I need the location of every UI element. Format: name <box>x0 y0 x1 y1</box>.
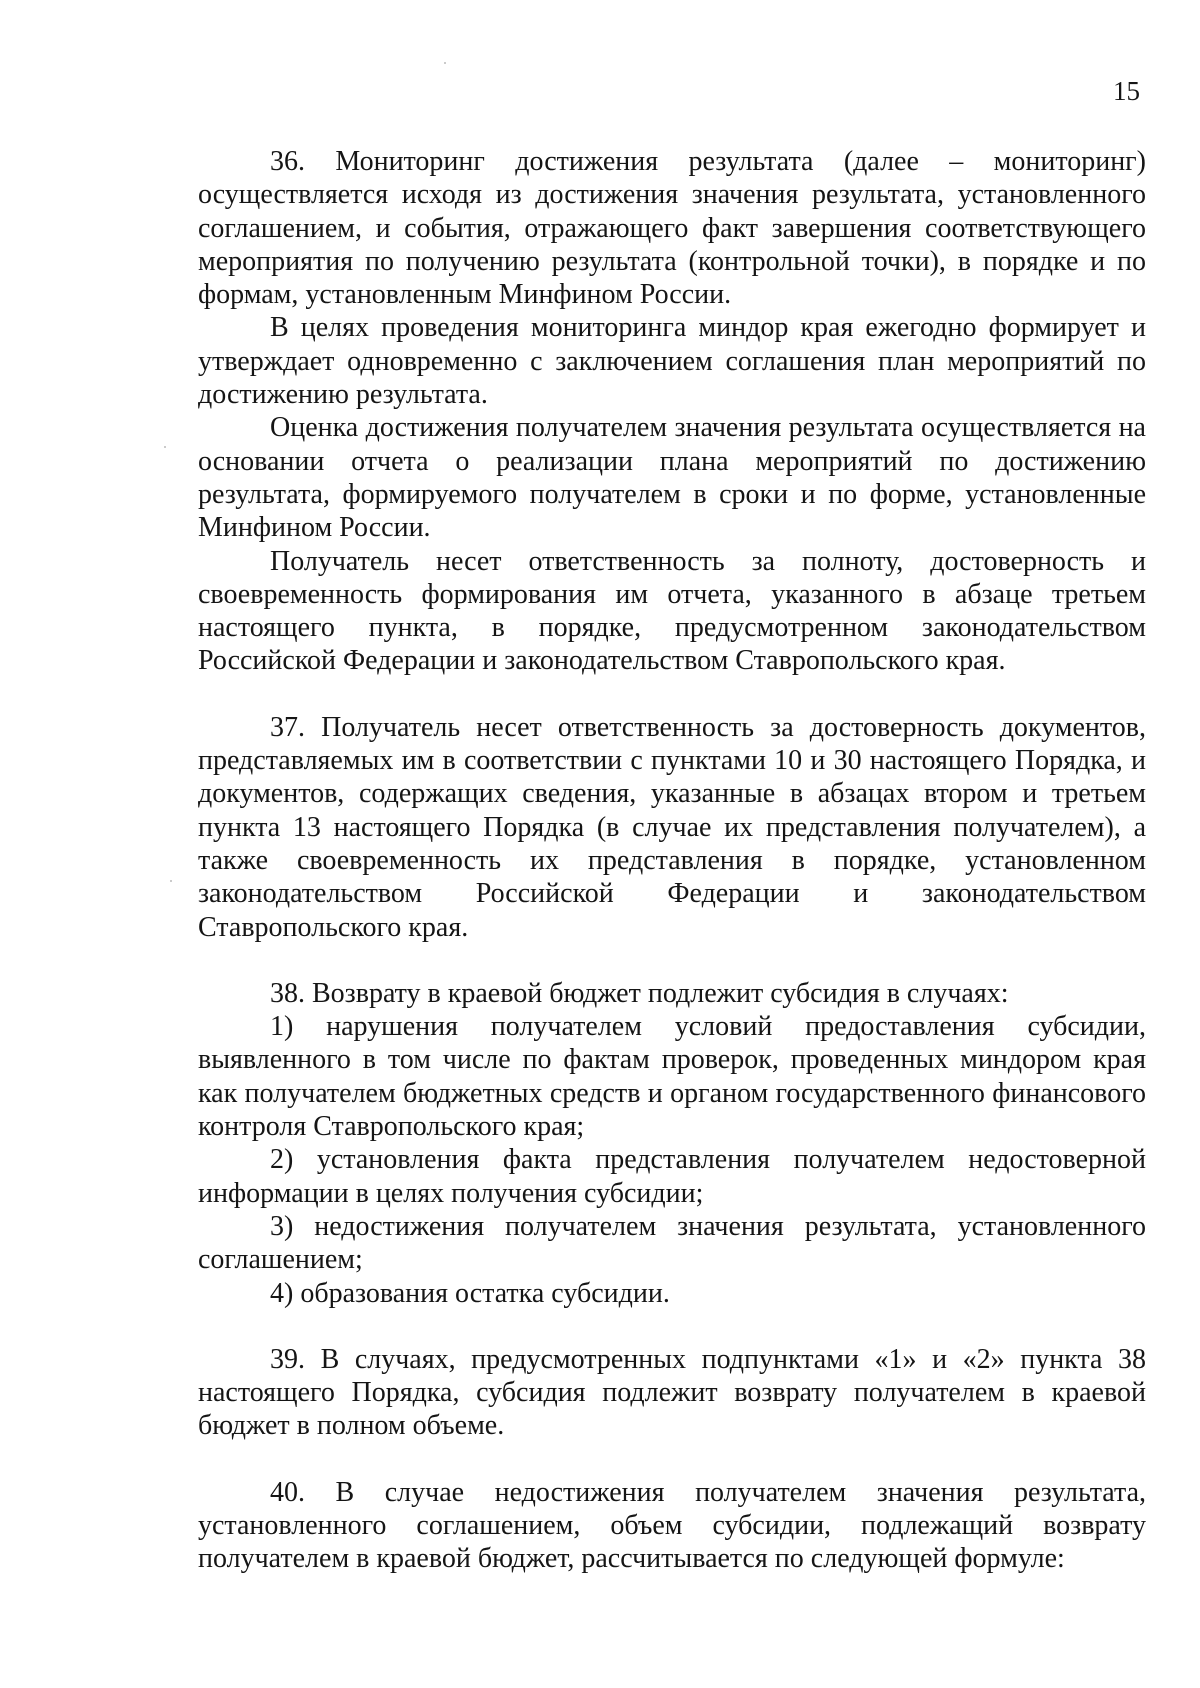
paragraph-38-item-4: 4) образования остатка субсидии. <box>270 1277 670 1309</box>
paragraph-36-monitoring-plan: В целях проведения мониторинга миндор края ежегодно формирует и утверждает одновременно с заключением соглашения план мероприятий по достижению результата. <box>198 312 1146 411</box>
scan-speck <box>164 446 166 448</box>
document-body <box>198 145 1146 1576</box>
paragraph-36-responsibility: Получатель несет ответственность за полноту, достоверность и своевременность формирования им отчета, указанного в абзаце третьем настоящего пункта, в порядке, предусмотренном законодательством Российской Федерации и законодательством Ставропольского края. <box>198 545 1146 677</box>
paragraph-37: 37. Получатель несет ответственность за достоверность документов, представляемых им в соответствии с пунктами 10 и 30 настоящего Порядка, и документов, содержащих сведения, указанные в абзацах втором и третьем пункта 13 настоящего Порядка (в случае их представления получателем), а также своевременность их представления в порядке, установленном законодательством Российской Федерации и законодательством Ставропольского края. <box>198 711 1146 943</box>
scan-speck <box>444 62 446 64</box>
paragraph-36: 36. Мониторинг достижения результата (далее – мониторинг) осуществляется исходя из достижения значения результата, установленного соглашением, и события, отражающего факт завершения соответствующего мероприятия по получению результата (контрольной точки), в порядке и по формам, установленным Минфином России. <box>198 146 1146 311</box>
paragraph-39: 39. В случаях, предусмотренных подпунктами «1» и «2» пункта 38 настоящего Порядка, субсидия подлежит возврату получателем в краевой бюджет в полном объеме. <box>198 1343 1146 1442</box>
paragraph-40: 40. В случае недостижения получателем значения результата, установленного соглашением, объем субсидии, подлежащий возврату получателем в краевой бюджет, рассчитывается по следующей формуле: <box>198 1476 1146 1575</box>
scan-speck <box>170 880 172 882</box>
paragraph-38-item-1: 1) нарушения получателем условий предоставления субсидии, выявленного в том числе по фактам проверок, проведенных миндором края как получателем бюджетных средств и органом государственного финансового контроля Ставропольского края; <box>198 1011 1146 1143</box>
page-number: 15 <box>1113 76 1140 106</box>
paragraph-38-item-3: 3) недостижения получателем значения результата, установленного соглашением; <box>198 1210 1146 1276</box>
paragraph-38-item-2: 2) установления факта представления получателем недостоверной информации в целях получения субсидии; <box>198 1144 1146 1209</box>
paragraph-38: 38. Возврату в краевой бюджет подлежит субсидия в случаях: <box>270 977 1009 1009</box>
paragraph-36-evaluation: Оценка достижения получателем значения результата осуществляется на основании отчета о реализации плана мероприятий по достижению результата, формируемого получателем в сроки и по форме, установленные Минфином России. <box>198 412 1146 544</box>
